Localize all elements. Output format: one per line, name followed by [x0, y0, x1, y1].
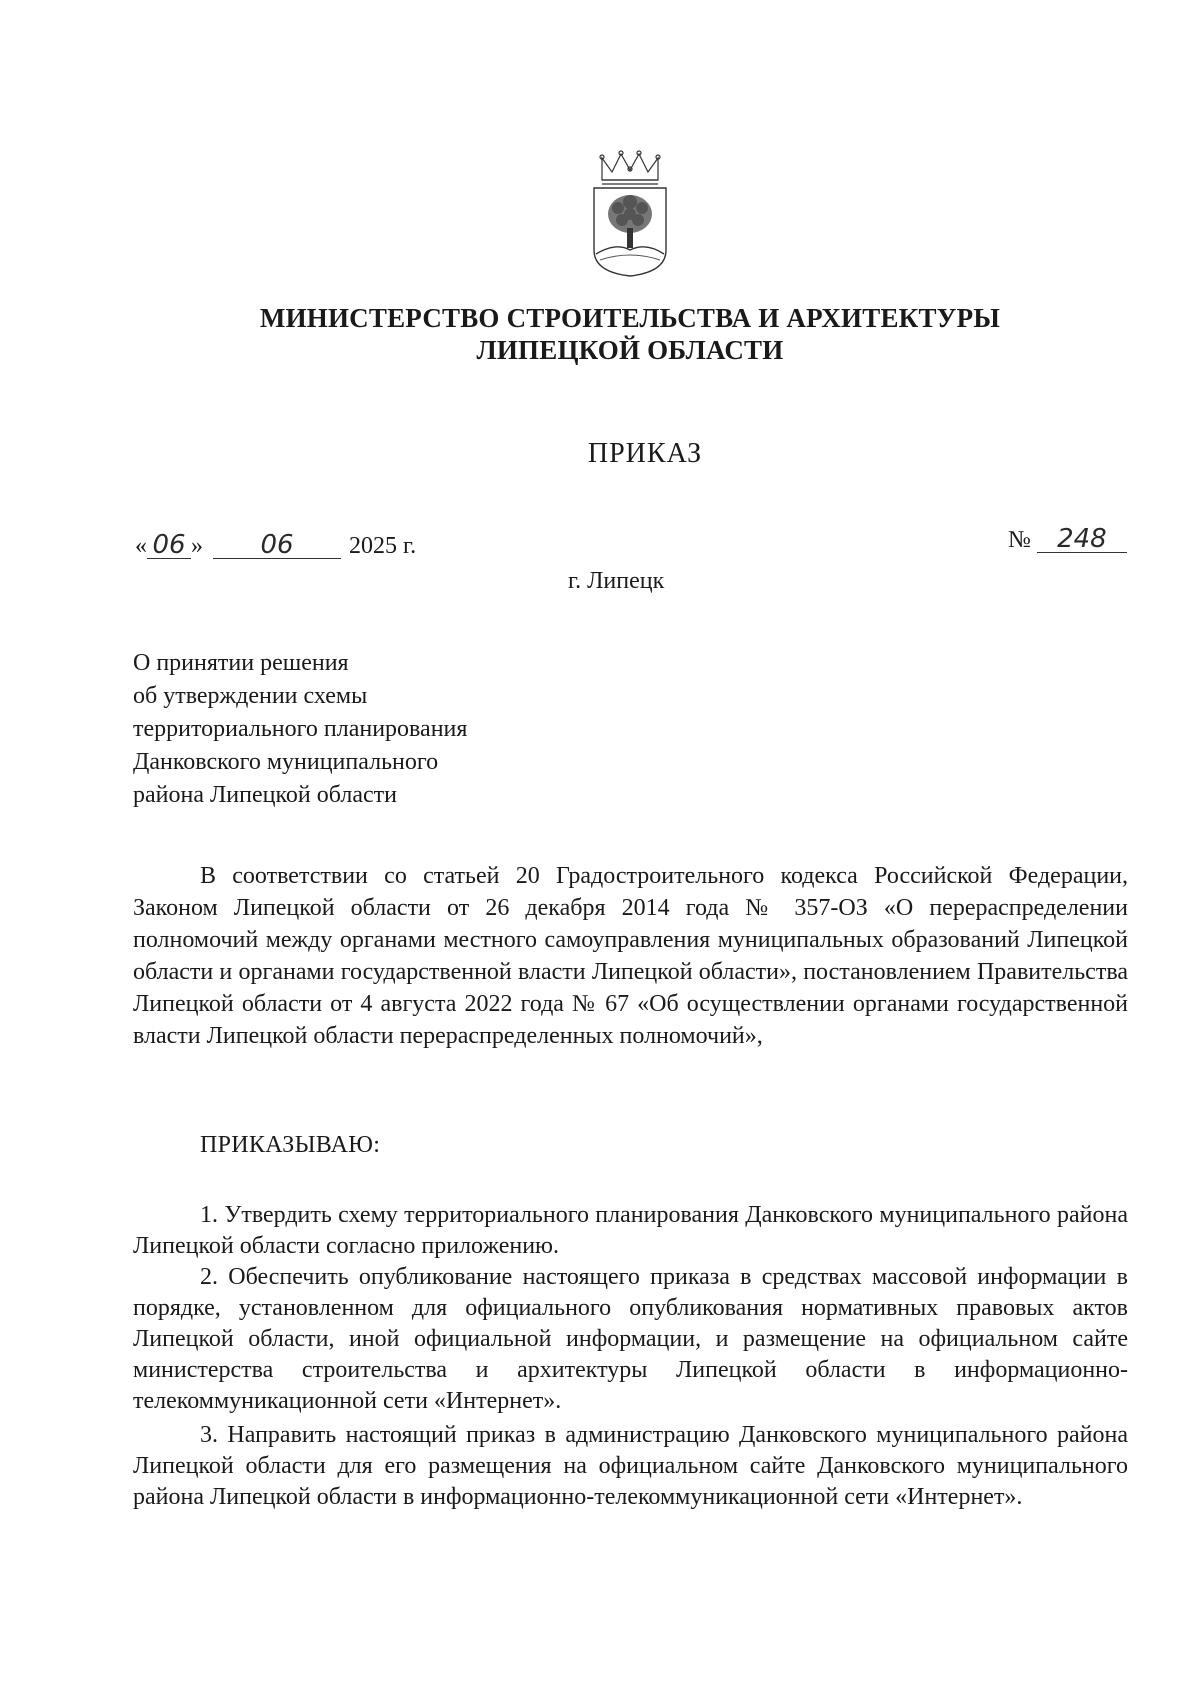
subject-line: об утверждении схемы: [133, 683, 368, 709]
subject-line: Данковского муниципального: [133, 749, 439, 775]
coat-of-arms-icon: [588, 150, 672, 278]
number-value: 248: [1037, 526, 1127, 553]
order-item-1: 1. Утвердить схему территориального планирования Данковского муниципального района Липецкой области согласно приложению.: [133, 1202, 1128, 1259]
preamble-paragraph: В соответствии со статьей 20 Градостроительного кодекса Российской Федерации, Законом Липецкой области от 26 декабря 2014 года № 357-ОЗ «О перераспределении полномочий между органами местного самоуправления муниципальных образований Липецкой области и органами государственной власти Липецкой области», постановлением Правительства Липецкой области от 4 августа 2022 года № 67 «Об осуществлении органами государственной власти Липецкой области перераспределенных полномочий»,: [133, 863, 1128, 1049]
subject-line: О принятии решения: [133, 650, 349, 676]
order-item-2: 2. Обеспечить опубликование настоящего приказа в средствах массовой информации в порядке, установленном для официального опубликования нормативных правовых актов Липецкой области, иной официальной информации, и размещение на официальном сайте министерства строительства и архитектуры Липецкой области в информационно-телекоммуникационной сети «Интернет».: [133, 1264, 1128, 1414]
number-sign: №: [1008, 527, 1031, 553]
date-open-quote: «: [135, 533, 147, 559]
date-day: 06: [147, 532, 191, 559]
subject-line: территориального планирования: [133, 716, 468, 742]
document-type-label: ПРИКАЗ: [587, 438, 703, 469]
order-number: [1008, 526, 1127, 554]
ministry-name-line1: МИНИСТЕРСТВО СТРОИТЕЛЬСТВА И АРХИТЕКТУРЫ: [259, 303, 1001, 333]
subject-line: района Липецкой области: [133, 782, 397, 808]
ministry-name: [0, 302, 1200, 366]
date-close-quote: »: [191, 533, 203, 559]
date-month: 06: [213, 532, 341, 559]
order-subject: [133, 647, 467, 812]
order-word: ПРИКАЗЫВАЮ:: [200, 1132, 381, 1158]
city-line: г. Липецк: [568, 568, 665, 594]
date-year: 2025 г.: [349, 533, 417, 559]
order-item-3: 3. Направить настоящий приказ в администрацию Данковского муниципального района Липецкой области для его размещения на официальном сайте Данковского муниципального района Липецкой области в информационно-телекоммуникационной сети «Интернет».: [133, 1422, 1128, 1510]
order-date: [135, 532, 416, 560]
document-type-title: [0, 438, 1200, 470]
ministry-name-line2: ЛИПЕЦКОЙ ОБЛАСТИ: [476, 335, 784, 365]
